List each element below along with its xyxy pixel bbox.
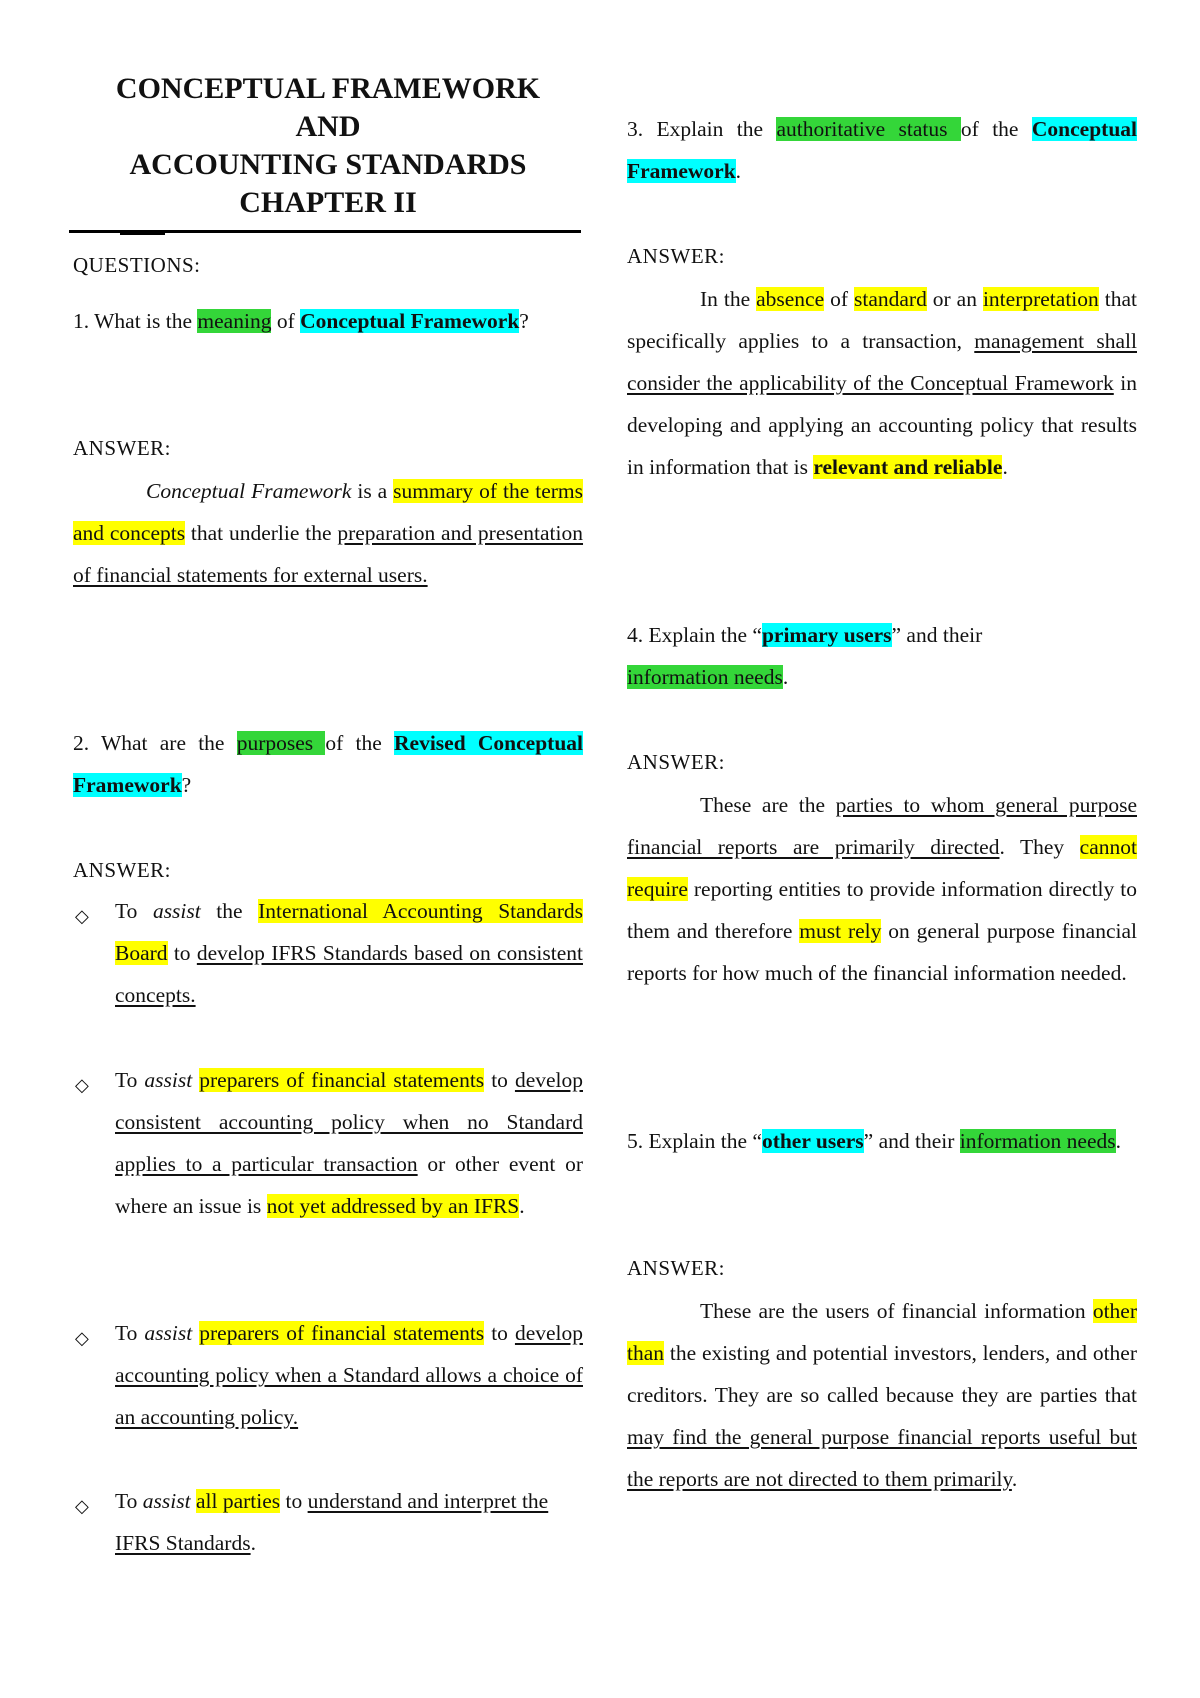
a1-italic: Conceptual Framework [146, 479, 352, 503]
q4-primary-users: primary users [761, 623, 892, 647]
b2-or: or other event or where an issue is [115, 1152, 583, 1218]
a5-mid: the existing and potential investors, lenders, and other creditors. They are so called because they are parties that [627, 1341, 1137, 1407]
b2-end: . [519, 1194, 525, 1218]
q1-qmark: ? [519, 309, 529, 333]
title-line-1: CONCEPTUAL FRAMEWORK [115, 72, 541, 105]
page-title [73, 70, 583, 222]
q5-information-needs: information needs [959, 1129, 1116, 1153]
q1-prefix: 1. What is the [73, 309, 198, 333]
q3-of: of the [960, 117, 1032, 141]
q1-meaning: meaning [197, 309, 272, 333]
q2-bullet-3 [115, 1312, 583, 1438]
questions-label: QUESTIONS: [73, 253, 201, 277]
question-1 [73, 300, 583, 342]
b4-underline: understand and interpret the IFRS Standards [115, 1489, 549, 1555]
b4-all-parties: all parties [195, 1489, 281, 1513]
a3-of: of [824, 287, 854, 311]
diamond-bullet-icon: ◇ [75, 1496, 89, 1516]
b4-to2: to [280, 1489, 308, 1513]
question-3 [627, 108, 1137, 192]
question-5 [627, 1120, 1137, 1162]
diamond-bullet-icon: ◇ [75, 1075, 89, 1095]
q4-mid: ” and their [891, 623, 983, 647]
b3-preparers: preparers of financial statements [199, 1321, 485, 1345]
q1-conceptual-framework: Conceptual Framework [300, 309, 520, 333]
b2-not-yet: not yet addressed by an IFRS [266, 1194, 520, 1218]
q3-end: . [735, 159, 742, 183]
b2-to2: to [484, 1068, 515, 1092]
b2-underline: develop consistent accounting policy when no Standard applies to a particular transaction [115, 1068, 583, 1176]
q2-revised-cf: Revised Conceptual Framework [73, 731, 583, 797]
q5-answer-label: ANSWER: [627, 1256, 725, 1280]
answer-5 [627, 1290, 1137, 1500]
answer-3 [627, 278, 1137, 488]
a3-absence: absence [756, 287, 825, 311]
q2-prefix: 2. What are the [73, 731, 237, 755]
b3-assist: assist [144, 1321, 193, 1345]
b1-assist: assist [152, 899, 201, 923]
title-divider-accent [120, 233, 165, 235]
a1-is: is a [351, 479, 394, 503]
a4-they: . They [999, 835, 1080, 859]
q5-other-users: other users [761, 1129, 864, 1153]
a5-end: . [1011, 1467, 1018, 1491]
a3-underline: management shall consider the applicability of the Conceptual Framework [627, 329, 1137, 395]
a4-rep: reporting entities to provide information directly to them and therefore [627, 877, 1137, 943]
answer-4 [627, 784, 1137, 994]
a4-must-rely: must rely [799, 919, 882, 943]
b3-to2: to [484, 1321, 515, 1345]
a3-or: or an [926, 287, 983, 311]
title-line-2: AND [295, 110, 361, 143]
q4-information-needs: information needs [627, 665, 783, 689]
a3-relevant-reliable: relevant and reliable [813, 455, 1003, 479]
q5-mid: ” and their [863, 1129, 960, 1153]
a5-underline: may find the general purpose financial reports useful but the reports are not directed to them primarily [627, 1425, 1137, 1491]
q5-prefix: 5. Explain the “ [627, 1129, 762, 1153]
a3-standard: standard [854, 287, 927, 311]
a1-that: that underlie the [185, 521, 338, 545]
title-line-4: CHAPTER II [239, 186, 417, 219]
q2-qmark: ? [181, 773, 192, 797]
q3-authoritative: authoritative status [776, 117, 961, 141]
a1-underline: preparation and presentation of financial statements for external users. [73, 521, 584, 587]
q4-prefix: 4. Explain the “ [627, 623, 762, 647]
a5-these: These are the users of financial information [700, 1299, 1093, 1323]
q1-answer-label: ANSWER: [73, 436, 171, 460]
diamond-bullet-icon: ◇ [75, 1328, 89, 1348]
a3-in2: in developing and applying an accounting policy that results in information that is [627, 371, 1137, 479]
b3-underline: develop accounting policy when a Standard allows a choice of an accounting policy. [115, 1321, 583, 1429]
q3-conceptual-framework: Conceptual Framework [627, 117, 1138, 183]
a4-cannot-require: cannot require [627, 835, 1137, 901]
q2-answer-label: ANSWER: [73, 858, 171, 882]
a3-end: . [1002, 455, 1008, 479]
q2-bullet-4 [115, 1480, 583, 1564]
b2-assist: assist [144, 1068, 193, 1092]
b1-underline: develop IFRS Standards based on consistent concepts. [115, 941, 583, 1007]
a4-these: These are the [700, 793, 836, 817]
a3-that: that specifically applies to a transaction, [627, 287, 1137, 353]
a5-other-than: other than [627, 1299, 1137, 1365]
q5-end: . [1115, 1129, 1121, 1153]
q3-prefix: 3. Explain the [627, 117, 777, 141]
a4-rest: on general purpose financial reports for how much of the financial information needed. [627, 919, 1137, 985]
b1-to2: to [167, 941, 197, 965]
b1-to: To [115, 899, 153, 923]
a3-in: In the [700, 287, 757, 311]
b4-end: . [250, 1531, 256, 1555]
question-4 [627, 614, 1137, 698]
b1-the: the [200, 899, 259, 923]
q2-purposes: purposes [236, 731, 326, 755]
a4-underline: parties to whom general purpose financial reports are primarily directed [627, 793, 1137, 859]
q2-bullet-2 [115, 1059, 583, 1227]
q4-answer-label: ANSWER: [627, 750, 725, 774]
b4-to: To [115, 1489, 143, 1513]
b1-iasb: International Accounting Standards Board [115, 899, 583, 965]
diamond-bullet-icon: ◇ [75, 906, 89, 926]
q2-of: of the [325, 731, 394, 755]
b2-to: To [115, 1068, 145, 1092]
b4-assist: assist [142, 1489, 191, 1513]
b3-to: To [115, 1321, 145, 1345]
q2-bullet-1 [115, 890, 583, 1016]
b2-preparers: preparers of financial statements [199, 1068, 485, 1092]
q1-of: of [271, 309, 301, 333]
answer-1 [73, 470, 583, 596]
question-2 [73, 722, 583, 806]
a1-summary: summary of the terms and concepts [73, 479, 583, 545]
q4-end: . [782, 665, 789, 689]
title-line-3: ACCOUNTING STANDARDS [129, 148, 527, 181]
q3-answer-label: ANSWER: [627, 244, 725, 268]
a3-interpretation: interpretation [982, 287, 1099, 311]
